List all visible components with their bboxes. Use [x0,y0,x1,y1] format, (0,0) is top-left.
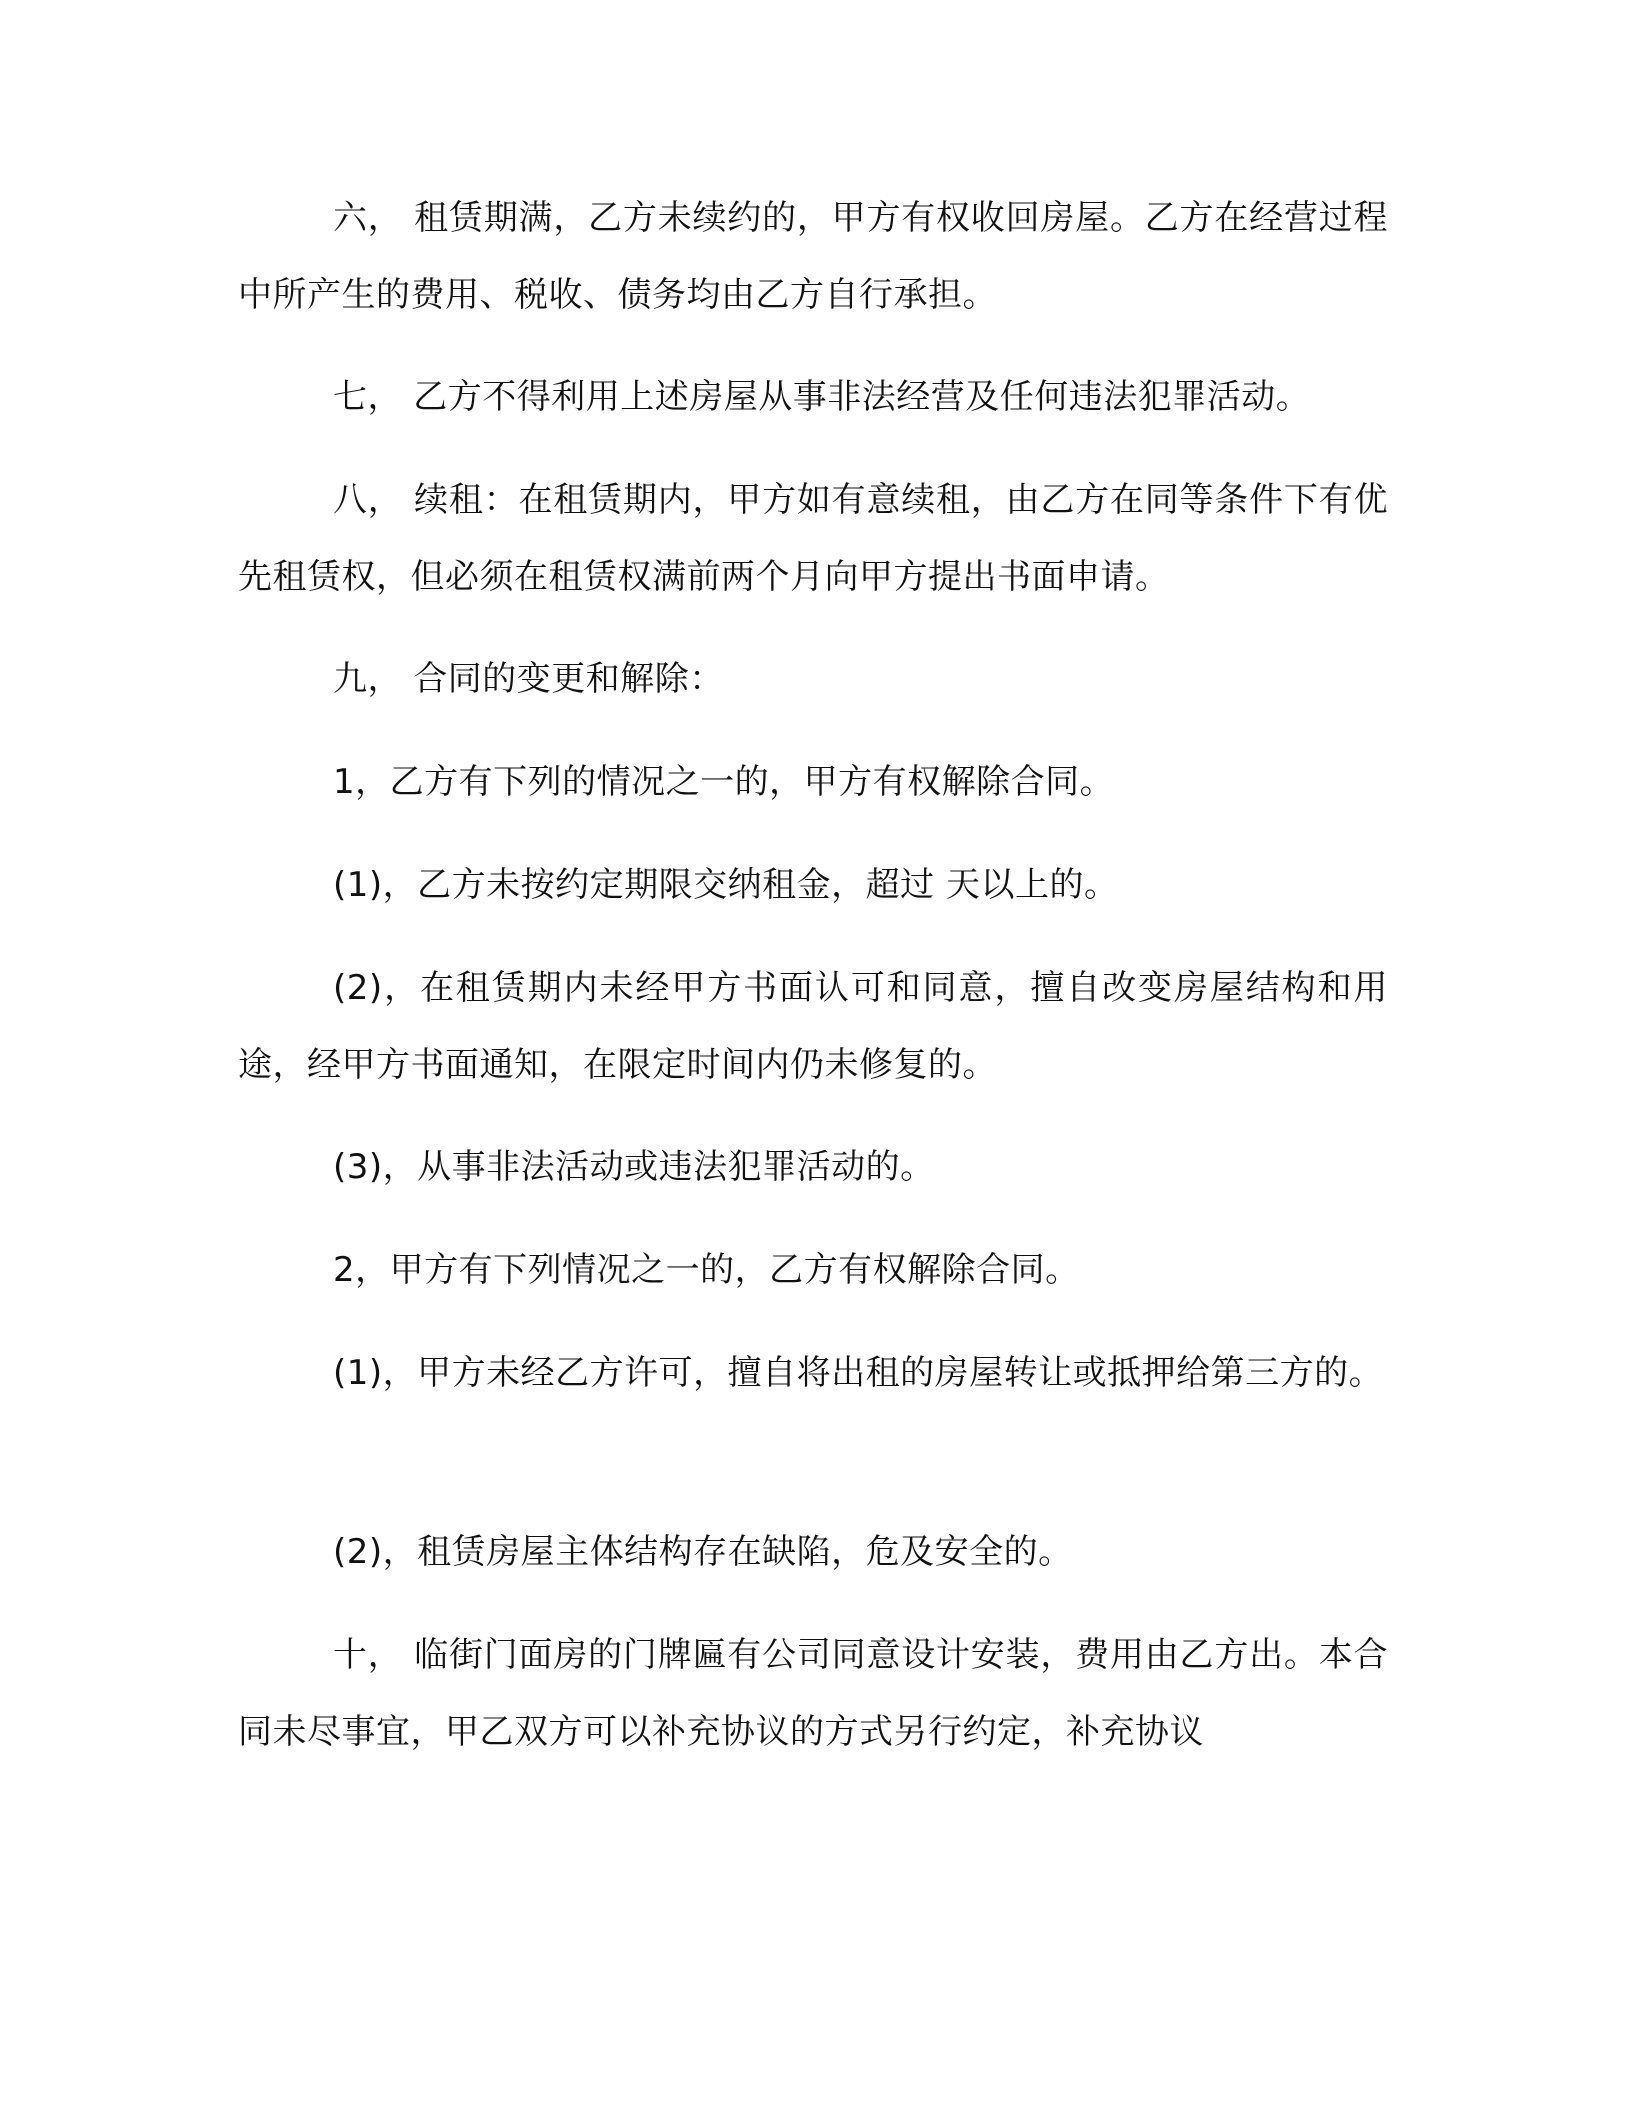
clause-6-paragraph: 六， 租赁期满，乙方未续约的，甲方有权收回房屋。乙方在经营过程中所产生的费用、税收、债务均由乙方自行承担。 [238,198,1388,315]
clause-9-item-2-sub-2: (2)，租赁房屋主体结构存在缺陷，危及安全的。 [333,1532,1073,1572]
clause-9-item-1-sub-2: (2)，在租赁期内未经甲方书面认可和同意，擅自改变房屋结构和用途，经甲方书面通知，在限定时间内仍未修复的。 [238,968,1388,1085]
clause-9-item-2: 2，甲方有下列情况之一的，乙方有权解除合同。 [333,1250,1080,1290]
clause-9-item-2-sub-1: (1)，甲方未经乙方许可，擅自将出租的房屋转让或抵押给第三方的。 [333,1353,1384,1393]
clause-8-paragraph: 八， 续租：在租赁期内，甲方如有意续租，由乙方在同等条件下有优先租赁权，但必须在租赁权满前两个月向甲方提出书面申请。 [238,480,1388,597]
clause-9-item-1: 1，乙方有下列的情况之一的，甲方有权解除合同。 [333,762,1115,802]
clause-9-item-1-sub-1: (1)，乙方未按约定期限交纳租金，超过 天以上的。 [333,865,1119,905]
clause-7-paragraph: 七， 乙方不得利用上述房屋从事非法经营及任何违法犯罪活动。 [333,377,1311,417]
clause-9-heading: 九， 合同的变更和解除： [333,659,724,699]
clause-10-paragraph: 十， 临街门面房的门牌匾有公司同意设计安装，费用由乙方出。本合同未尽事宜，甲乙双方可以补充协议的方式另行约定，补充协议 [238,1635,1388,1752]
clause-9-item-1-sub-3: (3)，从事非法活动或违法犯罪活动的。 [333,1147,935,1187]
